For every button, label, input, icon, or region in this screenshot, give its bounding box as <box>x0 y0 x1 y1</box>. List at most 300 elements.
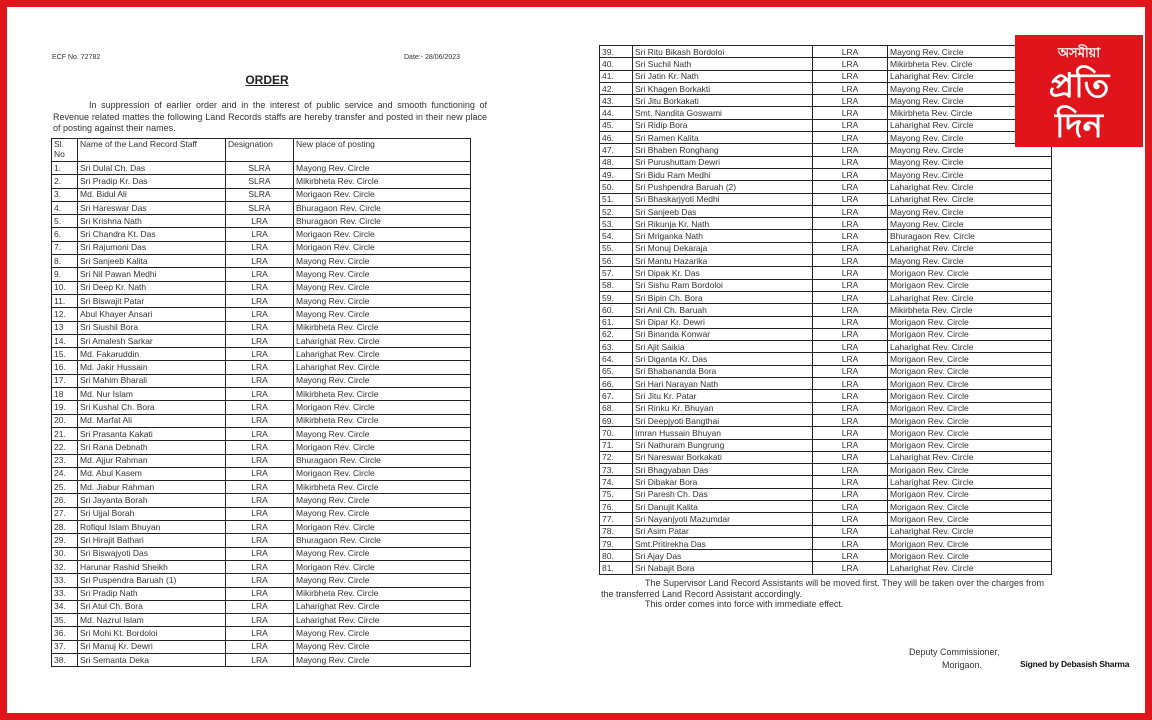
cell-posting: Laharighat Rev. Circle <box>888 525 1052 537</box>
cell-designation: LRA <box>813 439 888 451</box>
cell-sl-no: 45. <box>600 119 633 131</box>
table-row <box>52 388 471 401</box>
table-row <box>600 402 1052 414</box>
digital-signature: Signed by Debasish Sharma <box>1020 659 1130 669</box>
signatory-title: Deputy Commissioner, <box>909 647 1000 657</box>
cell-sl-no: 70. <box>600 427 633 439</box>
table-row <box>600 82 1052 94</box>
cell-posting: Morigaon Rev. Circle <box>888 464 1052 476</box>
cell-designation: LRA <box>813 451 888 463</box>
cell-sl-no: 67. <box>600 390 633 402</box>
table-row <box>52 374 471 387</box>
cell-name: Sri Dibakar Bora <box>633 476 813 488</box>
table-row <box>600 205 1052 217</box>
cell-name: Sri Pradip Kr. Das <box>78 175 226 188</box>
cell-name: Sri Asim Patar <box>633 525 813 537</box>
order-title-text: ORDER <box>245 73 289 87</box>
table-row <box>52 534 471 547</box>
cell-sl-no: 20. <box>52 414 78 427</box>
cell-designation: SLRA <box>226 175 294 188</box>
cell-posting: Morigaon Rev. Circle <box>888 378 1052 390</box>
cell-designation: LRA <box>226 481 294 494</box>
cell-posting: Morigaon Rev. Circle <box>888 500 1052 512</box>
table-row <box>52 454 471 467</box>
table-row <box>52 228 471 241</box>
cell-name: Sri Ritu Bikash Bordoloi <box>633 46 813 58</box>
cell-sl-no: 64. <box>600 353 633 365</box>
cell-posting: Morigaon Rev. Circle <box>294 241 471 254</box>
cell-designation: LRA <box>226 547 294 560</box>
cell-designation: SLRA <box>226 201 294 214</box>
table-row <box>600 513 1052 525</box>
cell-name: Sri Pradip Nath <box>78 587 226 600</box>
table-row <box>52 401 471 414</box>
cell-designation: LRA <box>813 242 888 254</box>
cell-posting: Mayong Rev. Circle <box>888 156 1052 168</box>
cell-posting: Mayong Rev. Circle <box>294 294 471 307</box>
cell-designation: LRA <box>226 361 294 374</box>
cell-designation: LRA <box>226 600 294 613</box>
cell-designation: LRA <box>813 144 888 156</box>
cell-designation: LRA <box>813 537 888 549</box>
cell-posting: Mayong Rev. Circle <box>294 640 471 653</box>
table-row <box>52 281 471 294</box>
cell-designation: LRA <box>813 70 888 82</box>
table-row <box>600 414 1052 426</box>
table-row <box>600 218 1052 230</box>
cell-posting: Morigaon Rev. Circle <box>888 427 1052 439</box>
note-paragraph: This order comes into force with immediate effect. <box>645 599 844 609</box>
cell-posting: Laharighat Rev. Circle <box>294 348 471 361</box>
cell-name: Md. Nur Islam <box>78 388 226 401</box>
cell-designation: SLRA <box>226 162 294 175</box>
table-row <box>600 255 1052 267</box>
cell-posting: Mayong Rev. Circle <box>294 268 471 281</box>
table-row <box>52 653 471 666</box>
cell-name: Sri Amalesh Sarkar <box>78 334 226 347</box>
cell-name: Md. Jiabur Rahman <box>78 481 226 494</box>
table-row <box>600 451 1052 463</box>
cell-sl-no: 61. <box>600 316 633 328</box>
header-posting: New place of posting <box>294 139 471 162</box>
table-row <box>52 215 471 228</box>
cell-sl-no: 53. <box>600 218 633 230</box>
cell-posting: Mayong Rev. Circle <box>888 168 1052 180</box>
cell-designation: LRA <box>226 640 294 653</box>
cell-sl-no: 19. <box>52 401 78 414</box>
table-row <box>52 188 471 201</box>
cell-posting: Morigaon Rev. Circle <box>888 513 1052 525</box>
cell-sl-no: 34. <box>52 600 78 613</box>
cell-posting: Morigaon Rev. Circle <box>888 316 1052 328</box>
cell-sl-no: 42. <box>600 82 633 94</box>
cell-posting: Morigaon Rev. Circle <box>888 402 1052 414</box>
cell-posting: Morigaon Rev. Circle <box>888 414 1052 426</box>
cell-designation: LRA <box>226 427 294 440</box>
cell-posting: Morigaon Rev. Circle <box>888 353 1052 365</box>
cell-sl-no: 39. <box>600 46 633 58</box>
cell-name: Sri Bhaben Ronghang <box>633 144 813 156</box>
cell-name: Sri Monuj Dekaraja <box>633 242 813 254</box>
cell-sl-no: 4. <box>52 201 78 214</box>
cell-posting: Mayong Rev. Circle <box>294 507 471 520</box>
cell-posting: Mayong Rev. Circle <box>294 547 471 560</box>
cell-sl-no: 26. <box>52 494 78 507</box>
cell-sl-no: 52. <box>600 205 633 217</box>
cell-designation: LRA <box>813 316 888 328</box>
cell-posting: Mikirbheta Rev. Circle <box>294 481 471 494</box>
cell-sl-no: 9. <box>52 268 78 281</box>
cell-sl-no: 60. <box>600 304 633 316</box>
cell-posting: Morigaon Rev. Circle <box>294 521 471 534</box>
cell-designation: LRA <box>813 328 888 340</box>
cell-posting: Mikirbheta Rev. Circle <box>294 388 471 401</box>
cell-name: Sri Hareswar Das <box>78 201 226 214</box>
cell-posting: Morigaon Rev. Circle <box>888 390 1052 402</box>
cell-designation: LRA <box>226 467 294 480</box>
cell-sl-no: 18 <box>52 388 78 401</box>
cell-posting: Bhuragaon Rev. Circle <box>294 201 471 214</box>
cell-name: Sri Dipak Kr. Das <box>633 267 813 279</box>
cell-designation: LRA <box>813 562 888 574</box>
cell-sl-no: 79. <box>600 537 633 549</box>
cell-designation: LRA <box>813 414 888 426</box>
cell-name: Smt.Pritirekha Das <box>633 537 813 549</box>
cell-name: Sri Ridip Bora <box>633 119 813 131</box>
cell-name: Sri Chandra Kt. Das <box>78 228 226 241</box>
cell-name: Sri Bhagyaban Das <box>633 464 813 476</box>
cell-posting: Mayong Rev. Circle <box>888 132 1052 144</box>
cell-name: Sri Binanda Konwar <box>633 328 813 340</box>
cell-sl-no: 57. <box>600 267 633 279</box>
cell-sl-no: 77. <box>600 513 633 525</box>
table-row <box>52 640 471 653</box>
cell-posting: Mayong Rev. Circle <box>294 653 471 666</box>
cell-designation: LRA <box>226 521 294 534</box>
cell-name: Md. Jakir Hussain <box>78 361 226 374</box>
transfer-table-left-body <box>52 162 471 667</box>
cell-posting: Morigaon Rev. Circle <box>888 279 1052 291</box>
cell-sl-no: 5. <box>52 215 78 228</box>
cell-posting: Mikirbheta Rev. Circle <box>294 414 471 427</box>
cell-posting: Mayong Rev. Circle <box>888 95 1052 107</box>
cell-designation: LRA <box>813 230 888 242</box>
cell-sl-no: 71. <box>600 439 633 451</box>
cell-sl-no: 81. <box>600 562 633 574</box>
table-row <box>52 414 471 427</box>
table-row <box>52 294 471 307</box>
cell-name: Sri Manuj Kr. Dewri <box>78 640 226 653</box>
cell-sl-no: 78. <box>600 525 633 537</box>
table-row <box>600 488 1052 500</box>
cell-sl-no: 15. <box>52 348 78 361</box>
transfer-table-right-body <box>600 46 1052 575</box>
cell-designation: LRA <box>226 334 294 347</box>
cell-sl-no: 38. <box>52 653 78 666</box>
table-row <box>600 144 1052 156</box>
cell-name: Sri Biswajyoti Das <box>78 547 226 560</box>
table-row <box>600 378 1052 390</box>
cell-designation: LRA <box>813 488 888 500</box>
cell-sl-no: 47. <box>600 144 633 156</box>
cell-posting: Mikirbheta Rev. Circle <box>294 321 471 334</box>
cell-sl-no: 48. <box>600 156 633 168</box>
cell-sl-no: 55. <box>600 242 633 254</box>
cell-posting: Mayong Rev. Circle <box>888 46 1052 58</box>
table-row <box>600 168 1052 180</box>
cell-sl-no: 32. <box>52 560 78 573</box>
table-row <box>600 464 1052 476</box>
cell-name: Sri Nabajit Bora <box>633 562 813 574</box>
cell-designation: LRA <box>813 390 888 402</box>
cell-name: Sri Mohi Kt. Bordoloi <box>78 627 226 640</box>
cell-sl-no: 54. <box>600 230 633 242</box>
table-row <box>52 574 471 587</box>
cell-name: Sri Hirajit Bathari <box>78 534 226 547</box>
cell-name: Sri Mahim Bharali <box>78 374 226 387</box>
cell-designation: LRA <box>226 560 294 573</box>
cell-name: Sri Sanjeeb Kalita <box>78 255 226 268</box>
cell-designation: LRA <box>813 476 888 488</box>
cell-name: Md. Marfat Ali <box>78 414 226 427</box>
cell-name: Sri Rajumoni Das <box>78 241 226 254</box>
cell-posting: Morigaon Rev. Circle <box>294 228 471 241</box>
header-name: Name of the Land Record Staff <box>78 139 226 162</box>
cell-name: Sri Biswajit Patar <box>78 294 226 307</box>
cell-posting: Mikirbheta Rev. Circle <box>294 587 471 600</box>
cell-name: Sri Mriganka Nath <box>633 230 813 242</box>
cell-name: Sri Purushuttam Dewri <box>633 156 813 168</box>
table-row <box>600 353 1052 365</box>
cell-designation: LRA <box>813 156 888 168</box>
cell-sl-no: 37. <box>52 640 78 653</box>
cell-designation: LRA <box>813 119 888 131</box>
table-row <box>600 550 1052 562</box>
cell-sl-no: 46. <box>600 132 633 144</box>
cell-sl-no: 7. <box>52 241 78 254</box>
table-row <box>600 365 1052 377</box>
table-row <box>52 600 471 613</box>
cell-posting: Morigaon Rev. Circle <box>888 328 1052 340</box>
cell-sl-no: 12. <box>52 308 78 321</box>
cell-designation: LRA <box>813 378 888 390</box>
cell-designation: LRA <box>813 181 888 193</box>
table-row <box>600 427 1052 439</box>
table-row <box>52 321 471 334</box>
cell-sl-no: 1. <box>52 162 78 175</box>
table-row <box>52 507 471 520</box>
table-row <box>600 316 1052 328</box>
cell-designation: LRA <box>226 587 294 600</box>
cell-sl-no: 22. <box>52 441 78 454</box>
cell-sl-no: 80. <box>600 550 633 562</box>
cell-name: Sri Deepjyoti Bangthai <box>633 414 813 426</box>
cell-name: Sri Bidu Ram Medhi <box>633 168 813 180</box>
table-row <box>52 255 471 268</box>
cell-designation: LRA <box>226 241 294 254</box>
cell-designation: LRA <box>813 291 888 303</box>
cell-posting: Morigaon Rev. Circle <box>294 441 471 454</box>
cell-posting: Laharighat Rev. Circle <box>888 119 1052 131</box>
cell-name: Sri Jitu Kr. Patar <box>633 390 813 402</box>
cell-name: Sri Deep Kr. Nath <box>78 281 226 294</box>
cell-sl-no: 2. <box>52 175 78 188</box>
cell-posting: Mayong Rev. Circle <box>294 255 471 268</box>
table-row <box>600 328 1052 340</box>
cell-posting: Laharighat Rev. Circle <box>888 70 1052 82</box>
table-row <box>600 562 1052 574</box>
cell-name: Sri Diganta Kr. Das <box>633 353 813 365</box>
cell-name: Sri Rikunja Kr. Nath <box>633 218 813 230</box>
cell-designation: LRA <box>813 464 888 476</box>
table-row <box>600 279 1052 291</box>
table-row <box>600 46 1052 58</box>
cell-sl-no: 27. <box>52 507 78 520</box>
cell-name: Sri Atul Ch. Bora <box>78 600 226 613</box>
cell-posting: Laharighat Rev. Circle <box>888 291 1052 303</box>
cell-name: Sri Sanjeeb Das <box>633 205 813 217</box>
cell-sl-no: 11. <box>52 294 78 307</box>
table-row <box>600 304 1052 316</box>
table-row <box>52 361 471 374</box>
cell-designation: LRA <box>226 414 294 427</box>
cell-name: Abul Khayer Ansari <box>78 308 226 321</box>
cell-posting: Laharighat Rev. Circle <box>888 193 1052 205</box>
cell-designation: LRA <box>226 653 294 666</box>
cell-posting: Mayong Rev. Circle <box>294 427 471 440</box>
table-row <box>600 476 1052 488</box>
cell-sl-no: 25. <box>52 481 78 494</box>
cell-sl-no: 35. <box>52 614 78 627</box>
cell-name: Md. Fakaruddin <box>78 348 226 361</box>
order-date: Date:- 28/06/2023 <box>404 54 461 61</box>
cell-posting: Laharighat Rev. Circle <box>888 451 1052 463</box>
note-paragraph: The Supervisor Land Record Assistants will be moved first. They will be taken over the charges from the transferred Land Record Assistant accordingly. <box>601 578 1045 599</box>
cell-sl-no: 3. <box>52 188 78 201</box>
cell-posting: Mayong Rev. Circle <box>294 308 471 321</box>
cell-posting: Morigaon Rev. Circle <box>294 467 471 480</box>
pratidin-logo <box>1015 35 1143 147</box>
cell-name: Sri Pushpendra Baruah (2) <box>633 181 813 193</box>
cell-posting: Morigaon Rev. Circle <box>294 188 471 201</box>
cell-designation: LRA <box>226 534 294 547</box>
cell-designation: LRA <box>226 268 294 281</box>
cell-name: Sri Siushil Bora <box>78 321 226 334</box>
table-row <box>600 193 1052 205</box>
cell-designation: LRA <box>226 228 294 241</box>
logo-text-top: অসমীয়া <box>1057 46 1101 61</box>
cell-posting: Laharighat Rev. Circle <box>294 334 471 347</box>
cell-posting: Morigaon Rev. Circle <box>888 439 1052 451</box>
table-row <box>600 70 1052 82</box>
table-row <box>600 107 1052 119</box>
cell-designation: LRA <box>813 132 888 144</box>
cell-sl-no: 76. <box>600 500 633 512</box>
cell-sl-no: 13 <box>52 321 78 334</box>
transfer-table-left <box>51 138 471 667</box>
cell-designation: LRA <box>813 550 888 562</box>
cell-designation: LRA <box>226 321 294 334</box>
cell-posting: Laharighat Rev. Circle <box>888 341 1052 353</box>
cell-sl-no: 68. <box>600 402 633 414</box>
table-row <box>600 95 1052 107</box>
cell-posting: Mikirbheta Rev. Circle <box>888 107 1052 119</box>
table-row <box>600 291 1052 303</box>
cell-name: Sri Puspendra Baruah (1) <box>78 574 226 587</box>
cell-name: Imran Hussain Bhuyan <box>633 427 813 439</box>
cell-name: Sri Rinku Kr. Bhuyan <box>633 402 813 414</box>
cell-name: Sri Nil Pawan Medhi <box>78 268 226 281</box>
cell-designation: LRA <box>226 401 294 414</box>
cell-designation: LRA <box>813 107 888 119</box>
cell-sl-no: 50. <box>600 181 633 193</box>
table-row <box>52 348 471 361</box>
table-row <box>600 500 1052 512</box>
table-row <box>52 560 471 573</box>
cell-designation: LRA <box>813 218 888 230</box>
cell-sl-no: 74. <box>600 476 633 488</box>
cell-name: Sri Hari Narayan Nath <box>633 378 813 390</box>
cell-name: Sri Ajay Das <box>633 550 813 562</box>
cell-posting: Laharighat Rev. Circle <box>294 600 471 613</box>
cell-name: Smt. Nandita Goswami <box>633 107 813 119</box>
cell-designation: LRA <box>226 507 294 520</box>
cell-posting: Mayong Rev. Circle <box>888 144 1052 156</box>
cell-designation: LRA <box>813 341 888 353</box>
table-row <box>600 537 1052 549</box>
cell-name: Md. Nazrul Islam <box>78 614 226 627</box>
cell-posting: Bhuragaon Rev. Circle <box>294 534 471 547</box>
cell-sl-no: 75. <box>600 488 633 500</box>
table-row <box>52 175 471 188</box>
cell-sl-no: 41. <box>600 70 633 82</box>
cell-posting: Mayong Rev. Circle <box>294 627 471 640</box>
cell-sl-no: 66. <box>600 378 633 390</box>
cell-name: Sri Rana Debnath <box>78 441 226 454</box>
cell-sl-no: 43. <box>600 95 633 107</box>
cell-posting: Morigaon Rev. Circle <box>888 537 1052 549</box>
document-page-left <box>7 7 527 713</box>
cell-name: Sri Mantu Hazarika <box>633 255 813 267</box>
cell-designation: LRA <box>813 304 888 316</box>
table-row <box>600 525 1052 537</box>
cell-designation: LRA <box>813 267 888 279</box>
cell-name: Sri Nareswar Borkakati <box>633 451 813 463</box>
table-row <box>600 242 1052 254</box>
cell-name: Sri Ramen Kalita <box>633 132 813 144</box>
cell-posting: Mayong Rev. Circle <box>888 255 1052 267</box>
cell-posting: Bhuragaon Rev. Circle <box>294 454 471 467</box>
cell-designation: SLRA <box>226 188 294 201</box>
cell-posting: Morigaon Rev. Circle <box>888 267 1052 279</box>
cell-designation: LRA <box>226 374 294 387</box>
cell-designation: LRA <box>813 255 888 267</box>
cell-sl-no: 73. <box>600 464 633 476</box>
order-notes <box>601 578 1051 610</box>
cell-designation: LRA <box>226 348 294 361</box>
cell-sl-no: 21. <box>52 427 78 440</box>
cell-sl-no: 69. <box>600 414 633 426</box>
cell-posting: Laharighat Rev. Circle <box>888 562 1052 574</box>
cell-sl-no: 23. <box>52 454 78 467</box>
cell-posting: Morigaon Rev. Circle <box>294 401 471 414</box>
cell-name: Md. Abul Kasem <box>78 467 226 480</box>
order-title <box>7 73 527 87</box>
cell-designation: LRA <box>226 441 294 454</box>
cell-posting: Laharighat Rev. Circle <box>888 181 1052 193</box>
cell-name: Sri Paresh Ch. Das <box>633 488 813 500</box>
cell-designation: LRA <box>226 574 294 587</box>
